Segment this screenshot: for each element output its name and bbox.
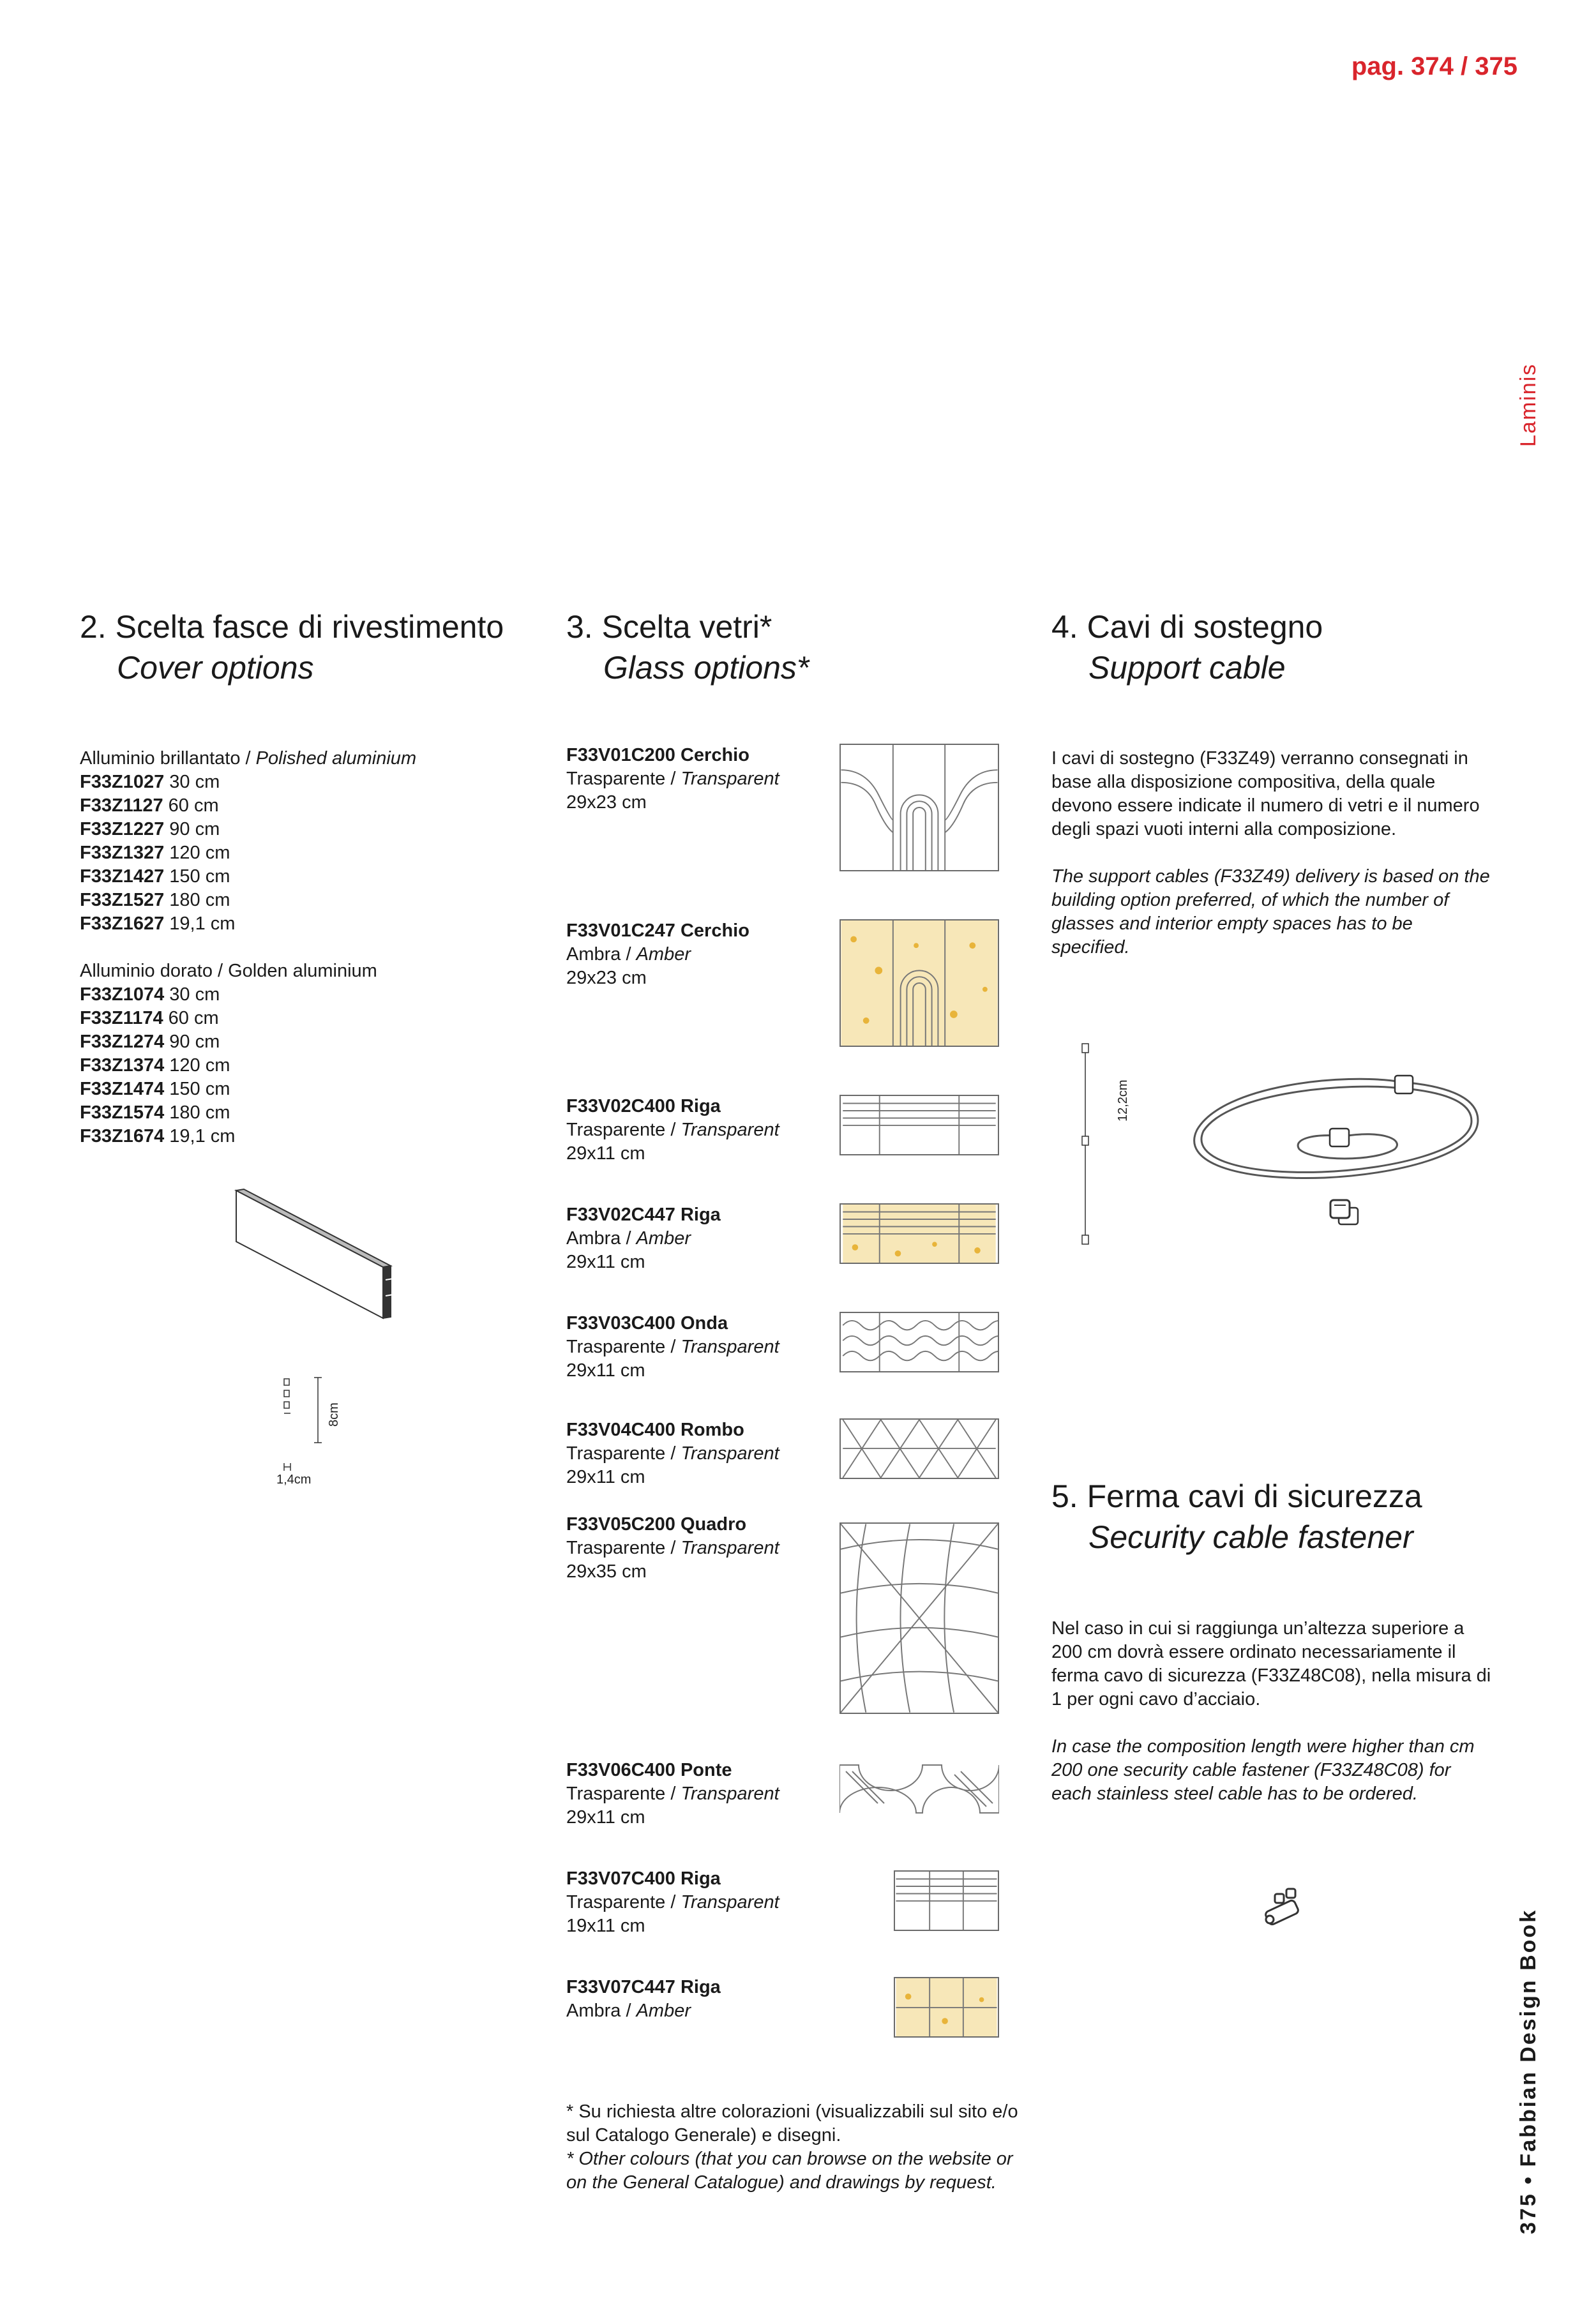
glass-option-code: F33V04C400 Rombo xyxy=(566,1420,744,1440)
cover-option-row xyxy=(80,1101,527,1125)
cover-option-code: F33Z1527 xyxy=(80,890,165,910)
glass-option-code: F33V03C400 Onda xyxy=(566,1313,728,1334)
swatch-riga-small-amber xyxy=(894,1977,999,2038)
cover-option-row xyxy=(80,794,527,818)
glass-option-code: F33V01C247 Cerchio xyxy=(566,920,749,941)
cover-option-code: F33Z1427 xyxy=(80,866,165,887)
cover-option-code: F33Z1627 xyxy=(80,913,165,934)
side-label-book: 375 • Fabbian Design Book xyxy=(1516,1908,1540,2234)
cover-option-code: F33Z1674 xyxy=(80,1126,165,1146)
cover-option-size: 90 cm xyxy=(169,1032,220,1052)
section2-title: 2. Scelta fasce di rivestimento xyxy=(80,609,504,645)
group2-list xyxy=(80,983,527,1148)
section5-heading xyxy=(1051,1476,1422,1558)
section3-heading xyxy=(566,606,809,688)
cover-option-size: 180 cm xyxy=(169,890,230,910)
section4-text xyxy=(1051,747,1492,959)
cover-option-code: F33Z1574 xyxy=(80,1102,165,1123)
cover-option-row xyxy=(80,1007,527,1030)
cable-fastener-drawing xyxy=(1261,1886,1312,1937)
swatch-rombo-transparent xyxy=(839,1418,999,1479)
cover-option-size: 150 cm xyxy=(169,1079,230,1099)
cover-option-size: 120 cm xyxy=(169,1055,230,1076)
glass-option-finish: Ambra / Amber xyxy=(566,2001,691,2021)
side-label-product: Laminis xyxy=(1516,363,1540,447)
glass-option-item xyxy=(566,1095,779,1166)
glass-option-item xyxy=(566,1867,779,1938)
cover-option-row xyxy=(80,770,527,794)
glass-option-finish: Ambra / Amber xyxy=(566,944,691,965)
cover-option-code: F33Z1474 xyxy=(80,1079,165,1099)
cover-option-size: 30 cm xyxy=(169,984,220,1005)
glass-option-finish: Trasparente / Transparent xyxy=(566,1892,779,1912)
cover-option-row xyxy=(80,1078,527,1101)
section5-text-it: Nel caso in cui si raggiunga un’altezza superiore a 200 cm dovrà essere ordinato necessariamente il ferma cavo di sicurezza (F33Z48C08), nella misura di 1 per ogni cavo d’acciaio. xyxy=(1051,1618,1491,1709)
cover-option-code: F33Z1327 xyxy=(80,843,165,863)
cover-option-row xyxy=(80,865,527,889)
group2-title: Alluminio dorato / Golden aluminium xyxy=(80,961,377,981)
section4-subtitle: Support cable xyxy=(1088,650,1286,686)
cover-profile-drawing xyxy=(230,1184,396,1325)
glass-option-item xyxy=(566,1976,721,2023)
cover-option-code: F33Z1227 xyxy=(80,819,165,839)
glass-option-size: 29x11 cm xyxy=(566,1467,645,1487)
swatch-riga-transparent xyxy=(839,1095,999,1155)
cover-option-row xyxy=(80,818,527,841)
group1-title: Alluminio brillantato / Polished aluminium xyxy=(80,748,417,769)
swatch-ponte-transparent xyxy=(839,1759,999,1819)
footnote-it: * Su richiesta altre colorazioni (visualizzabili sul sito e/o sul Catalogo Generale) e disegni. xyxy=(566,2101,1018,2145)
glass-option-size: 29x23 cm xyxy=(566,968,647,988)
cable-dim-label: 12,2cm xyxy=(1116,1079,1130,1122)
glass-option-item xyxy=(566,1418,779,1489)
glass-option-code: F33V05C200 Quadro xyxy=(566,1514,747,1535)
swatch-quadro-transparent xyxy=(839,1522,999,1714)
glass-option-size: 29x11 cm xyxy=(566,1360,645,1381)
glass-option-code: F33V06C400 Ponte xyxy=(566,1760,732,1780)
glass-option-size: 29x11 cm xyxy=(566,1252,645,1272)
cover-option-size: 60 cm xyxy=(168,795,219,816)
cover-option-size: 19,1 cm xyxy=(169,1126,236,1146)
cover-option-row xyxy=(80,1054,527,1078)
cover-option-row xyxy=(80,1125,527,1148)
glass-option-code: F33V02C400 Riga xyxy=(566,1096,721,1116)
section5-text xyxy=(1051,1617,1492,1806)
cover-option-code: F33Z1074 xyxy=(80,984,165,1005)
cover-option-code: F33Z1274 xyxy=(80,1032,165,1052)
section2-subtitle: Cover options xyxy=(117,650,314,686)
section3-title: 3. Scelta vetri* xyxy=(566,609,772,645)
glass-option-finish: Trasparente / Transparent xyxy=(566,1784,779,1804)
cover-option-row xyxy=(80,912,527,936)
glass-option-size: 29x35 cm xyxy=(566,1561,647,1582)
glass-option-item xyxy=(566,1203,721,1274)
section4-text-en: The support cables (F33Z49) delivery is based on the building option preferred, of which the number of glasses and interior empty spaces has to be specified. xyxy=(1051,866,1490,958)
cover-option-row xyxy=(80,841,527,865)
cover-option-size: 180 cm xyxy=(169,1102,230,1123)
glass-option-finish: Trasparente / Transparent xyxy=(566,769,779,789)
cover-options-list xyxy=(80,747,527,1148)
glass-option-finish: Trasparente / Transparent xyxy=(566,1120,779,1140)
swatch-riga-small-transparent xyxy=(894,1870,999,1931)
cover-option-row xyxy=(80,889,527,912)
glass-option-item xyxy=(566,1312,779,1383)
footnote-en: * Other colours (that you can browse on the website or on the General Catalogue) and drawings by request. xyxy=(566,2149,1013,2193)
glass-option-code: F33V07C400 Riga xyxy=(566,1868,721,1889)
glass-option-finish: Trasparente / Transparent xyxy=(566,1443,779,1464)
glass-option-code: F33V02C447 Riga xyxy=(566,1205,721,1225)
swatch-onda-transparent xyxy=(839,1312,999,1372)
section4-title: 4. Cavi di sostegno xyxy=(1051,609,1323,645)
glass-option-finish: Trasparente / Transparent xyxy=(566,1337,779,1357)
section5-text-en: In case the composition length were higher than cm 200 one security cable fastener (F33Z48C08) for each stainless steel cable has to be ordered. xyxy=(1051,1736,1475,1804)
swatch-cerchio-transparent xyxy=(839,744,999,871)
cable-end-fitting-icon xyxy=(1321,1194,1360,1226)
swatch-riga-amber xyxy=(839,1203,999,1264)
glass-option-item xyxy=(566,919,749,990)
dim-height-label: 8cm xyxy=(327,1402,341,1427)
glass-option-size: 19x11 cm xyxy=(566,1916,645,1936)
section4-text-it: I cavi di sostegno (F33Z49) verranno consegnati in base alla disposizione compositiva, della quale devono essere indicate il numero di vetri e il numero degli spazi vuoti interni alla composizione. xyxy=(1051,748,1480,839)
cover-option-code: F33Z1174 xyxy=(80,1008,163,1028)
glass-option-code: F33V01C200 Cerchio xyxy=(566,745,749,765)
cover-option-size: 60 cm xyxy=(168,1008,219,1028)
glass-option-finish: Ambra / Amber xyxy=(566,1228,691,1249)
glass-option-size: 29x11 cm xyxy=(566,1143,645,1164)
cover-option-code: F33Z1374 xyxy=(80,1055,165,1076)
cover-option-row xyxy=(80,1030,527,1054)
glass-option-finish: Trasparente / Transparent xyxy=(566,1538,779,1558)
cover-option-size: 30 cm xyxy=(169,772,220,792)
dim-depth-label: 1,4cm xyxy=(276,1473,312,1487)
glass-option-item xyxy=(566,1513,779,1584)
section3-subtitle: Glass options* xyxy=(603,650,809,686)
glass-footnote xyxy=(566,2100,1026,2195)
section5-title: 5. Ferma cavi di sicurezza xyxy=(1051,1478,1422,1514)
glass-option-size: 29x11 cm xyxy=(566,1807,645,1828)
support-cable-dimension-drawing xyxy=(1073,1037,1117,1248)
cover-option-size: 150 cm xyxy=(169,866,230,887)
section5-subtitle: Security cable fastener xyxy=(1088,1519,1413,1555)
group1-list xyxy=(80,770,527,936)
cover-option-code: F33Z1127 xyxy=(80,795,163,816)
cover-option-code: F33Z1027 xyxy=(80,772,165,792)
cover-option-size: 19,1 cm xyxy=(169,913,236,934)
glass-option-item xyxy=(566,1759,779,1829)
cover-option-row xyxy=(80,983,527,1007)
cover-option-size: 90 cm xyxy=(169,819,220,839)
page-number: pag. 374 / 375 xyxy=(1351,52,1517,80)
section4-heading xyxy=(1051,606,1323,688)
section2-heading xyxy=(80,606,504,688)
cover-option-size: 120 cm xyxy=(169,843,230,863)
glass-option-item xyxy=(566,744,779,815)
swatch-cerchio-amber xyxy=(839,919,999,1047)
glass-option-code: F33V07C447 Riga xyxy=(566,1977,721,1997)
glass-option-size: 29x23 cm xyxy=(566,792,647,813)
